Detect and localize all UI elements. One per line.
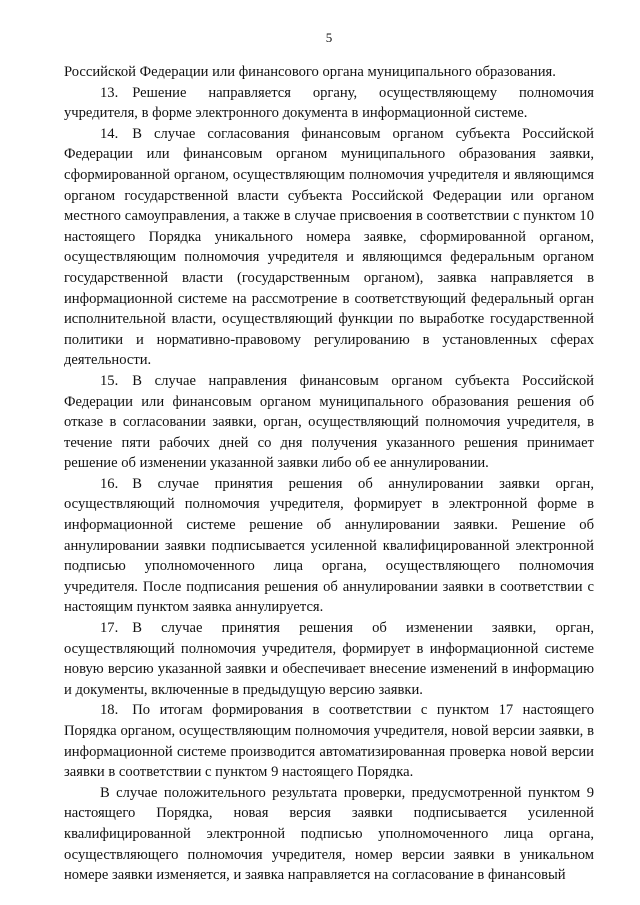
paragraph-number: 17.: [100, 620, 119, 637]
paragraph-text: По итогам формирования в соответствии с пунктом 17 настоящего Порядка органом, осуществляющим полномочия учредителя, новой версии заявки, в информационной системе производится автоматизированная проверка новой версии заявки в соответствии с пунктом 9 настоящего Порядка.: [64, 702, 594, 781]
paragraph-text: Российской Федерации или финансового органа муниципального образования.: [64, 64, 556, 80]
paragraph-number: 18.: [100, 702, 119, 719]
paragraph-text: Решение направляется органу, осуществляющему полномочия учредителя, в форме электронного документа в информационной системе.: [64, 84, 594, 122]
paragraph-continued: [64, 62, 594, 83]
paragraph-16: [64, 474, 594, 618]
paragraph-15: [64, 371, 594, 474]
paragraph-13: [64, 83, 594, 124]
paragraph-text: В случае принятия решения об изменении заявки, орган, осуществляющий полномочия учредителя, формирует в информационной системе новую версию указанной заявки и обеспечивает внесение изменений в информацию и документы, включенные в предыдущую версию заявки.: [64, 620, 594, 698]
paragraph-text: В случае положительного результата проверки, предусмотренной пунктом 9 настоящего Порядка, новая версия заявки подписывается усиленной квалифицированной электронной подписью уполномоченного лица органа, осуществляющего полномочия учредителя, номер версии заявки в уникальном номере заявки изменяется, и заявка направляется на согласование в финансовый: [64, 784, 594, 884]
paragraph-text: В случае согласования финансовым органом субъекта Российской Федерации или финансовым органом муниципального образования заявки, сформированной органом, осуществляющим полномочия учредителя и являющимся органом государственной власти субъекта Российской Федерации или органом местного самоуправления, а также в случае присвоения в соответствии с пунктом 10 настоящего Порядка уникального номера заявке, сформированной органом, осуществляющим полномочия учредителя и являющимся федеральным органом государственной власти (государственным органом), заявка направляется в информационной системе на рассмотрение в соответствующий федеральный орган исполнительной власти, осуществляющий функции по выработке государственной политики и нормативно-правовому регулированию в установленных сферах деятельности.: [64, 125, 594, 369]
paragraph-number: 16.: [100, 475, 119, 492]
paragraph-17: [64, 618, 594, 700]
paragraph-18: [64, 700, 594, 782]
paragraph-text: В случае направления финансовым органом субъекта Российской Федерации или финансовым органом муниципального образования решения об отказе в согласовании заявки, орган, осуществляющий полномочия учредителя, в течение пяти рабочих дней со дня получения указанного решения принимает решение об изменении указанной заявки либо об ее аннулировании.: [64, 372, 594, 472]
paragraph-number: 15.: [100, 372, 119, 389]
paragraph-number: 13.: [100, 84, 119, 101]
paragraph-text: В случае принятия решения об аннулировании заявки орган, осуществляющий полномочия учредителя, формирует в электронной форме в информационной системе решение об аннулировании заявки. Решение об аннулировании заявки подписывается усиленной квалифицированной электронной подписью уполномоченного лица органа, осуществляющего полномочия учредителя. После подписания решения об аннулировании заявки в соответствии с настоящим пунктом заявка аннулируется.: [64, 475, 594, 616]
page-number: 5: [325, 30, 333, 45]
paragraph-number: 14.: [100, 125, 119, 142]
paragraph-18-continued: [64, 783, 594, 886]
paragraph-14: [64, 124, 594, 371]
